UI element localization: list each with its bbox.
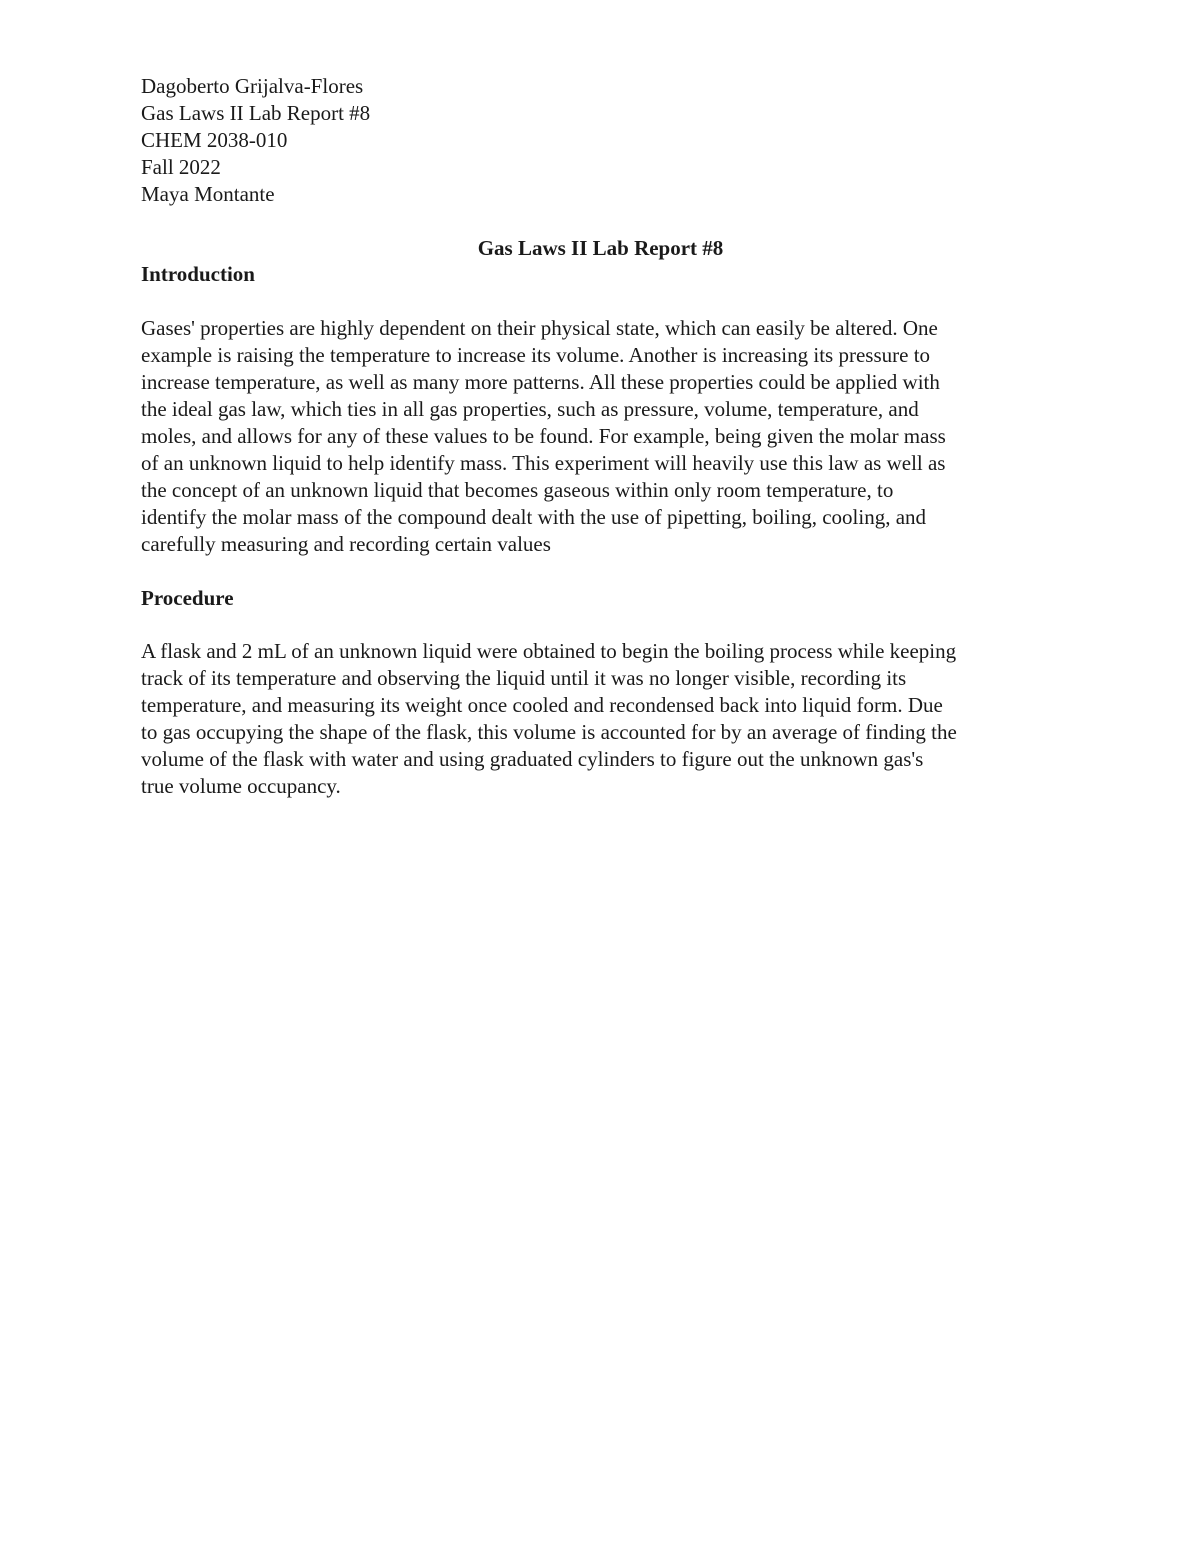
text-line: moles, and allows for any of these values to be found. For example, being given the molar mass — [141, 423, 946, 448]
text-line: increase temperature, as well as many more patterns. All these properties could be applied with — [141, 370, 940, 395]
text-line: true volume occupancy. — [141, 773, 341, 798]
text-line: to gas occupying the shape of the flask, this volume is accounted for by an average of finding the — [141, 720, 957, 745]
text-line: identify the molar mass of the compound dealt with the use of pipetting, boiling, cooling, and — [141, 504, 927, 529]
introduction-heading: Introduction — [141, 262, 255, 287]
introduction-paragraph — [141, 315, 1066, 557]
text-line: volume of the flask with water and using graduated cylinders to figure out the unknown gas's — [141, 747, 924, 772]
text-line: Gases' properties are highly dependent on their physical state, which can easily be altered. One — [141, 316, 938, 341]
text-line: temperature, and measuring its weight once cooled and recondensed back into liquid form. Due — [141, 693, 943, 718]
course-code: CHEM 2038-010 — [141, 127, 288, 152]
procedure-heading: Procedure — [141, 585, 234, 610]
text-line: the concept of an unknown liquid that becomes gaseous within only room temperature, to — [141, 477, 894, 502]
author-name: Dagoberto Grijalva-Flores — [141, 74, 364, 98]
text-line: track of its temperature and observing the liquid until it was no longer visible, recording its — [141, 666, 907, 691]
term: Fall 2022 — [141, 154, 221, 179]
text-line: the ideal gas law, which ties in all gas properties, such as pressure, volume, temperature, and — [141, 397, 919, 422]
document-content — [141, 73, 1066, 827]
text-line: A flask and 2 mL of an unknown liquid were obtained to begin the boiling process while keeping — [141, 639, 957, 664]
instructor-name: Maya Montante — [141, 181, 275, 206]
report-name: Gas Laws II Lab Report #8 — [141, 100, 371, 125]
text-line: of an unknown liquid to help identify mass. This experiment will heavily use this law as well as — [141, 450, 946, 475]
header-block — [141, 73, 1066, 208]
text-line: carefully measuring and recording certain values — [141, 531, 551, 556]
text-line: example is raising the temperature to increase its volume. Another is increasing its pressure to — [141, 343, 931, 368]
document-title: Gas Laws II Lab Report #8 — [477, 235, 724, 260]
procedure-paragraph — [141, 638, 1066, 799]
